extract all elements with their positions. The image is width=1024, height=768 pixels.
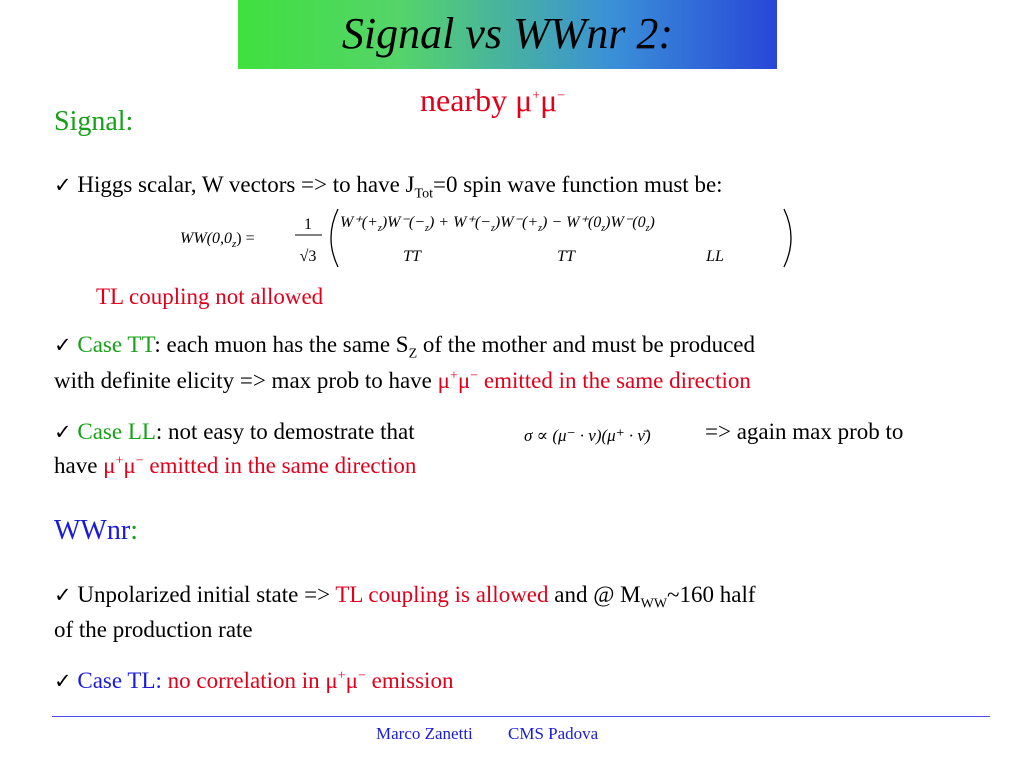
formula-terms: $W^+(+_z)W^-(-_z) + W^+(-_z)W^-(+_z) - W^+(0_z)W^-(0_z)$ xyxy=(340,214,655,234)
footer-author: Marco Zanetti xyxy=(376,724,473,743)
case-ll-line1 xyxy=(54,417,415,447)
slide-subtitle xyxy=(420,80,565,120)
checkmark-icon: ✓ xyxy=(54,173,72,197)
case-ll-line2 xyxy=(54,451,416,481)
label-ll: LL xyxy=(706,248,724,265)
case-tt-emission: emitted in the same direction xyxy=(478,368,751,393)
minus-sup: − xyxy=(135,453,144,469)
wwnr-bullet-text-end: ~160 half xyxy=(667,582,756,607)
case-tl-line xyxy=(54,666,453,696)
case-ll-line2-text: have xyxy=(54,453,104,478)
case-tt-line1 xyxy=(54,330,755,360)
bullet-text-end: =0 spin wave function must be: xyxy=(432,172,723,197)
mu-minus: μ xyxy=(457,368,471,393)
wwnr-bullet-line1 xyxy=(54,580,756,610)
bullet-text: Higgs scalar, W vectors => to have J xyxy=(71,172,415,197)
case-ll-emission: emitted in the same direction xyxy=(143,453,417,478)
fraction-numerator: 1 xyxy=(304,216,312,233)
slide-title: Signal vs WWnr 2: xyxy=(341,9,674,58)
footer-institution: CMS Padova xyxy=(508,724,599,743)
tl-label: TL xyxy=(335,582,363,607)
case-tl-emission: emission xyxy=(365,668,454,693)
subtitle-prefix: nearby xyxy=(420,82,516,118)
label-tt-2: TT xyxy=(557,248,575,265)
checkmark-icon: ✓ xyxy=(54,583,72,607)
case-tl-label: Case TL: xyxy=(71,668,162,693)
case-tt-line2-text: with definite elicity => max prob to have xyxy=(54,368,438,393)
mu-plus: μ xyxy=(437,368,450,393)
case-tt-text: : each muon has the same S xyxy=(154,332,409,357)
case-ll-text: : not easy to demostrate that xyxy=(155,419,415,444)
mu-plus: μ xyxy=(325,668,338,693)
plus-sup: + xyxy=(337,668,346,684)
case-tt-line2 xyxy=(54,366,751,396)
sz-subscript: Z xyxy=(408,346,418,362)
subtitle-mu-minus: μ xyxy=(540,82,558,118)
wwnr-heading-colon: : xyxy=(130,515,138,546)
tot-subscript: Tot xyxy=(414,186,433,202)
signal-heading: Signal: xyxy=(54,106,134,137)
plus-sup: + xyxy=(449,368,458,384)
sigma-correlation-formula: σ ∝ (μ⁻ · ν)(μ⁺ · ν̄) xyxy=(524,426,651,445)
case-ll-text-end: => again max prob to xyxy=(705,419,904,444)
checkmark-icon: ✓ xyxy=(54,669,72,693)
subtitle-minus: − xyxy=(557,88,566,104)
coupling-allowed: coupling is allowed xyxy=(362,582,549,607)
title-banner xyxy=(238,0,777,69)
subtitle-mu-plus: μ xyxy=(515,82,533,118)
ww-subscript: WW xyxy=(640,596,668,612)
case-tl-text: no correlation in xyxy=(161,668,326,693)
footer-divider xyxy=(52,716,990,717)
wwnr-heading-text: WWnr xyxy=(54,515,131,546)
mu-plus: μ xyxy=(103,453,116,478)
formula-lhs: $WW(0,0_z)$ = xyxy=(180,230,255,250)
signal-bullet-higgs xyxy=(54,170,723,200)
subtitle-plus: + xyxy=(532,88,541,104)
plus-sup: + xyxy=(115,453,124,469)
minus-sup: − xyxy=(470,368,479,384)
case-tt-text-end: of the mother and must be produced xyxy=(417,332,756,357)
tl-coupling-note: TL coupling not allowed xyxy=(96,284,324,309)
mu-minus: μ xyxy=(345,668,359,693)
wwnr-bullet-line2: of the production rate xyxy=(54,617,253,642)
case-tt-label: Case TT xyxy=(71,332,155,357)
left-paren xyxy=(331,209,338,267)
wwnr-bullet-text: Unpolarized initial state => xyxy=(71,582,336,607)
right-paren xyxy=(784,209,791,267)
fraction-denominator: √3 xyxy=(299,248,317,265)
minus-sup: − xyxy=(358,668,366,684)
checkmark-icon: ✓ xyxy=(54,333,72,357)
wwnr-bullet-text-mid: and @ M xyxy=(548,582,641,607)
spin-wavefunction-formula xyxy=(180,205,800,271)
mu-minus: μ xyxy=(123,453,136,478)
wwnr-heading xyxy=(54,513,138,549)
label-tt-1: TT xyxy=(403,248,421,265)
case-ll-label: Case LL xyxy=(71,419,156,444)
checkmark-icon: ✓ xyxy=(54,420,72,444)
